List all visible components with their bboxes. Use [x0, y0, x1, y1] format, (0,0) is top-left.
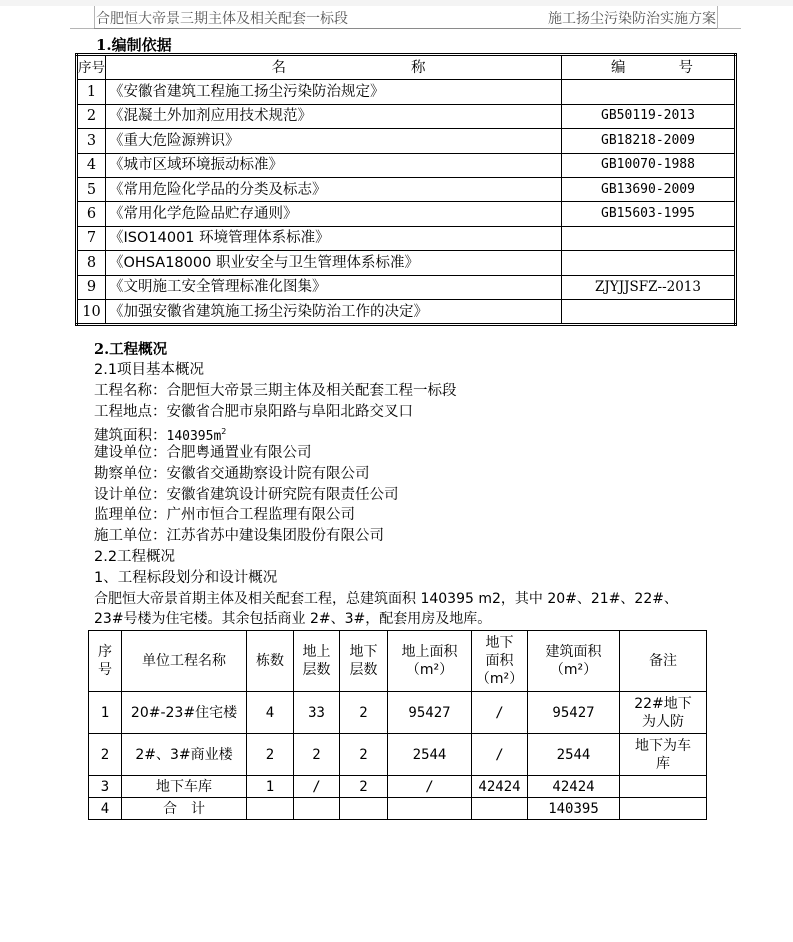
overview-paragraph-line1: 合肥恒大帝景首期主体及相关配套工程，总建筑面积 140395 m2，其中 20#、21#、22#、: [94, 591, 678, 607]
table-row: [77, 226, 736, 250]
table-header-row: [77, 55, 736, 80]
header-rule: [94, 28, 717, 29]
header-seq-line: 序: [98, 644, 112, 660]
header-seq-line: 号: [98, 662, 112, 678]
row-code: [562, 80, 736, 104]
header-name: [106, 55, 562, 80]
cell-count: [247, 798, 294, 820]
row-seq: 8: [77, 251, 106, 275]
info-owner: [94, 443, 312, 463]
cell-count: 1: [247, 776, 294, 798]
info-value: 江苏省苏中建设集团股份有限公司: [166, 528, 384, 544]
cell-above-floors: /: [294, 776, 340, 798]
cell-above-floors: [294, 798, 340, 820]
row-seq: 2: [77, 104, 106, 128]
cell-above-floors: 2: [294, 734, 340, 776]
cell-below-area: /: [472, 734, 528, 776]
cell-above-area: 2544: [388, 734, 472, 776]
header-below-floors: [340, 631, 388, 692]
row-seq: 1: [77, 80, 106, 104]
table-row: [77, 275, 736, 299]
header-line: （m²）: [549, 662, 598, 678]
cell-below-floors: 2: [340, 776, 388, 798]
cell-total-area: 2544: [528, 734, 620, 776]
info-value: 140395m: [166, 428, 222, 444]
info-label: 监理单位：: [94, 507, 167, 523]
cell-name: 地下车库: [122, 776, 247, 798]
row-code: GB10070-1988: [562, 153, 736, 177]
row-name: 《混凝土外加剂应用技术规范》: [106, 104, 562, 128]
subsection-design: 1、工程标段划分和设计概况: [94, 570, 278, 586]
table-row: [89, 692, 707, 734]
cell-total-area: 140395: [528, 798, 620, 820]
crop-mark-left-h: [70, 28, 94, 29]
info-label: 工程地点：: [94, 404, 167, 420]
header-line: 地下: [485, 635, 514, 651]
header-name: 单位工程名称: [122, 631, 247, 692]
cell-total-area: 42424: [528, 776, 620, 798]
cell-count: 2: [247, 734, 294, 776]
row-code: GB13690-2009: [562, 177, 736, 201]
info-label: 建设单位：: [94, 445, 167, 461]
row-seq: 5: [77, 177, 106, 201]
remark-line: 库: [656, 755, 670, 772]
page-top-shade: [0, 0, 793, 6]
row-code: [562, 251, 736, 275]
header-line: 地下: [349, 644, 378, 660]
cell-seq: 4: [89, 798, 122, 820]
cell-remark: [620, 798, 707, 820]
row-code: [562, 226, 736, 250]
header-code-a: 编: [611, 59, 626, 76]
cell-name: 合 计: [122, 798, 247, 820]
table-row: [77, 80, 736, 104]
row-code: GB18218-2009: [562, 129, 736, 153]
cell-below-floors: 2: [340, 692, 388, 734]
cell-remark: [620, 692, 707, 734]
header-remark: 备注: [620, 631, 707, 692]
row-name: 《重大危险源辨识》: [106, 129, 562, 153]
cell-remark: [620, 776, 707, 798]
section-2-title: 2.工程概况: [94, 341, 168, 358]
cell-seq: 2: [89, 734, 122, 776]
header-below-area: [472, 631, 528, 692]
crop-mark-right-h: [717, 28, 741, 29]
header-doc-title: 施工扬尘污染防治实施方案: [548, 11, 716, 27]
row-code: GB15603-1995: [562, 202, 736, 226]
header-project-name: 合肥恒大帝景三期主体及相关配套一标段: [96, 11, 348, 27]
header-line: 地上面积: [401, 644, 458, 660]
info-value: 合肥恒大帝景三期主体及相关配套工程一标段: [166, 383, 457, 399]
header-above-floors: [294, 631, 340, 692]
header-line: 层数: [349, 662, 378, 678]
row-code: [562, 299, 736, 324]
row-name: 《常用危险化学品的分类及标志》: [106, 177, 562, 201]
crop-mark-right: [717, 6, 718, 29]
info-label: 勘察单位：: [94, 466, 167, 482]
row-seq: 4: [77, 153, 106, 177]
cell-below-floors: [340, 798, 388, 820]
table-row: [77, 299, 736, 324]
basis-table: [75, 53, 737, 326]
header-name-a: 名: [271, 59, 286, 76]
header-total-area: [528, 631, 620, 692]
row-name: 《加强安徽省建筑施工扬尘污染防治工作的决定》: [106, 299, 562, 324]
info-contractor: [94, 526, 384, 546]
table-row: [89, 734, 707, 776]
row-seq: 6: [77, 202, 106, 226]
row-name: 《ISO14001 环境管理体系标准》: [106, 226, 562, 250]
remark-line: 22#地下: [634, 695, 692, 712]
cell-below-area: 42424: [472, 776, 528, 798]
info-supervision: [94, 505, 355, 525]
header-name-b: 称: [411, 59, 426, 76]
header-seq: 序号: [77, 55, 106, 80]
info-survey: [94, 464, 370, 484]
table-row: [77, 129, 736, 153]
subsection-2-1: 2.1项目基本概况: [94, 362, 205, 378]
table-row: [89, 776, 707, 798]
info-label: 工程名称：: [94, 383, 167, 399]
cell-below-floors: 2: [340, 734, 388, 776]
row-name: 《OHSA18000 职业安全与卫生管理体系标准》: [106, 251, 562, 275]
info-project-name: [94, 381, 457, 401]
project-breakdown-table: [88, 630, 707, 820]
info-value: 合肥粤通置业有限公司: [166, 445, 312, 461]
row-name: 《文明施工安全管理标准化图集》: [106, 275, 562, 299]
header-line: 面积: [485, 653, 514, 669]
cell-below-area: [472, 798, 528, 820]
info-label: 设计单位：: [94, 487, 167, 503]
subsection-2-2: 2.2工程概况: [94, 549, 176, 565]
cell-above-area: [388, 798, 472, 820]
info-sup: 2: [221, 427, 227, 436]
remark-line: 为人防: [642, 713, 684, 730]
row-name: 《城市区域环境振动标准》: [106, 153, 562, 177]
header-line: 地上: [302, 644, 331, 660]
info-label: 建筑面积：: [94, 427, 167, 444]
info-value: 安徽省合肥市泉阳路与阜阳北路交叉口: [166, 404, 413, 420]
crop-mark-left: [94, 6, 95, 29]
table-row: [77, 251, 736, 275]
table-row: [77, 202, 736, 226]
header-line: （m²）: [405, 662, 454, 678]
info-value: 安徽省建筑设计研究院有限责任公司: [166, 487, 399, 503]
info-design: [94, 485, 399, 505]
info-value: 安徽省交通勘察设计院有限公司: [166, 466, 370, 482]
header-line: 层数: [302, 662, 331, 678]
cell-total-area: 95427: [528, 692, 620, 734]
header-count: 栋数: [247, 631, 294, 692]
header-code: [562, 55, 736, 80]
header-code-b: 号: [678, 59, 693, 76]
table-header-row: [89, 631, 707, 692]
cell-below-area: /: [472, 692, 528, 734]
overview-paragraph-line2: 23#号楼为住宅楼。其余包括商业 2#、3#，配套用房及地库。: [94, 611, 492, 627]
row-seq: 9: [77, 275, 106, 299]
cell-name: 20#-23#住宅楼: [122, 692, 247, 734]
header-seq: [89, 631, 122, 692]
table-row: [89, 798, 707, 820]
cell-count: 4: [247, 692, 294, 734]
info-value: 广州市恒合工程监理有限公司: [166, 507, 355, 523]
row-name: 《安徽省建筑工程施工扬尘污染防治规定》: [106, 80, 562, 104]
row-code: GB50119-2013: [562, 104, 736, 128]
cell-remark: [620, 734, 707, 776]
row-code: ZJYJJSFZ--2013: [562, 275, 736, 299]
row-seq: 10: [77, 299, 106, 324]
table-row: [77, 153, 736, 177]
cell-name: 2#、3#商业楼: [122, 734, 247, 776]
header-above-area: [388, 631, 472, 692]
section-1-title: 1.编制依据: [96, 36, 172, 54]
cell-above-area: 95427: [388, 692, 472, 734]
cell-seq: 1: [89, 692, 122, 734]
row-name: 《常用化学危险品贮存通则》: [106, 202, 562, 226]
header-line: （m²）: [475, 671, 524, 687]
cell-above-floors: 33: [294, 692, 340, 734]
table-row: [77, 104, 736, 128]
remark-line: 地下为车: [635, 737, 691, 754]
info-location: [94, 402, 413, 422]
row-seq: 7: [77, 226, 106, 250]
row-seq: 3: [77, 129, 106, 153]
header-line: 建筑面积: [545, 644, 602, 660]
table-row: [77, 177, 736, 201]
info-label: 施工单位：: [94, 528, 167, 544]
cell-above-area: /: [388, 776, 472, 798]
cell-seq: 3: [89, 776, 122, 798]
